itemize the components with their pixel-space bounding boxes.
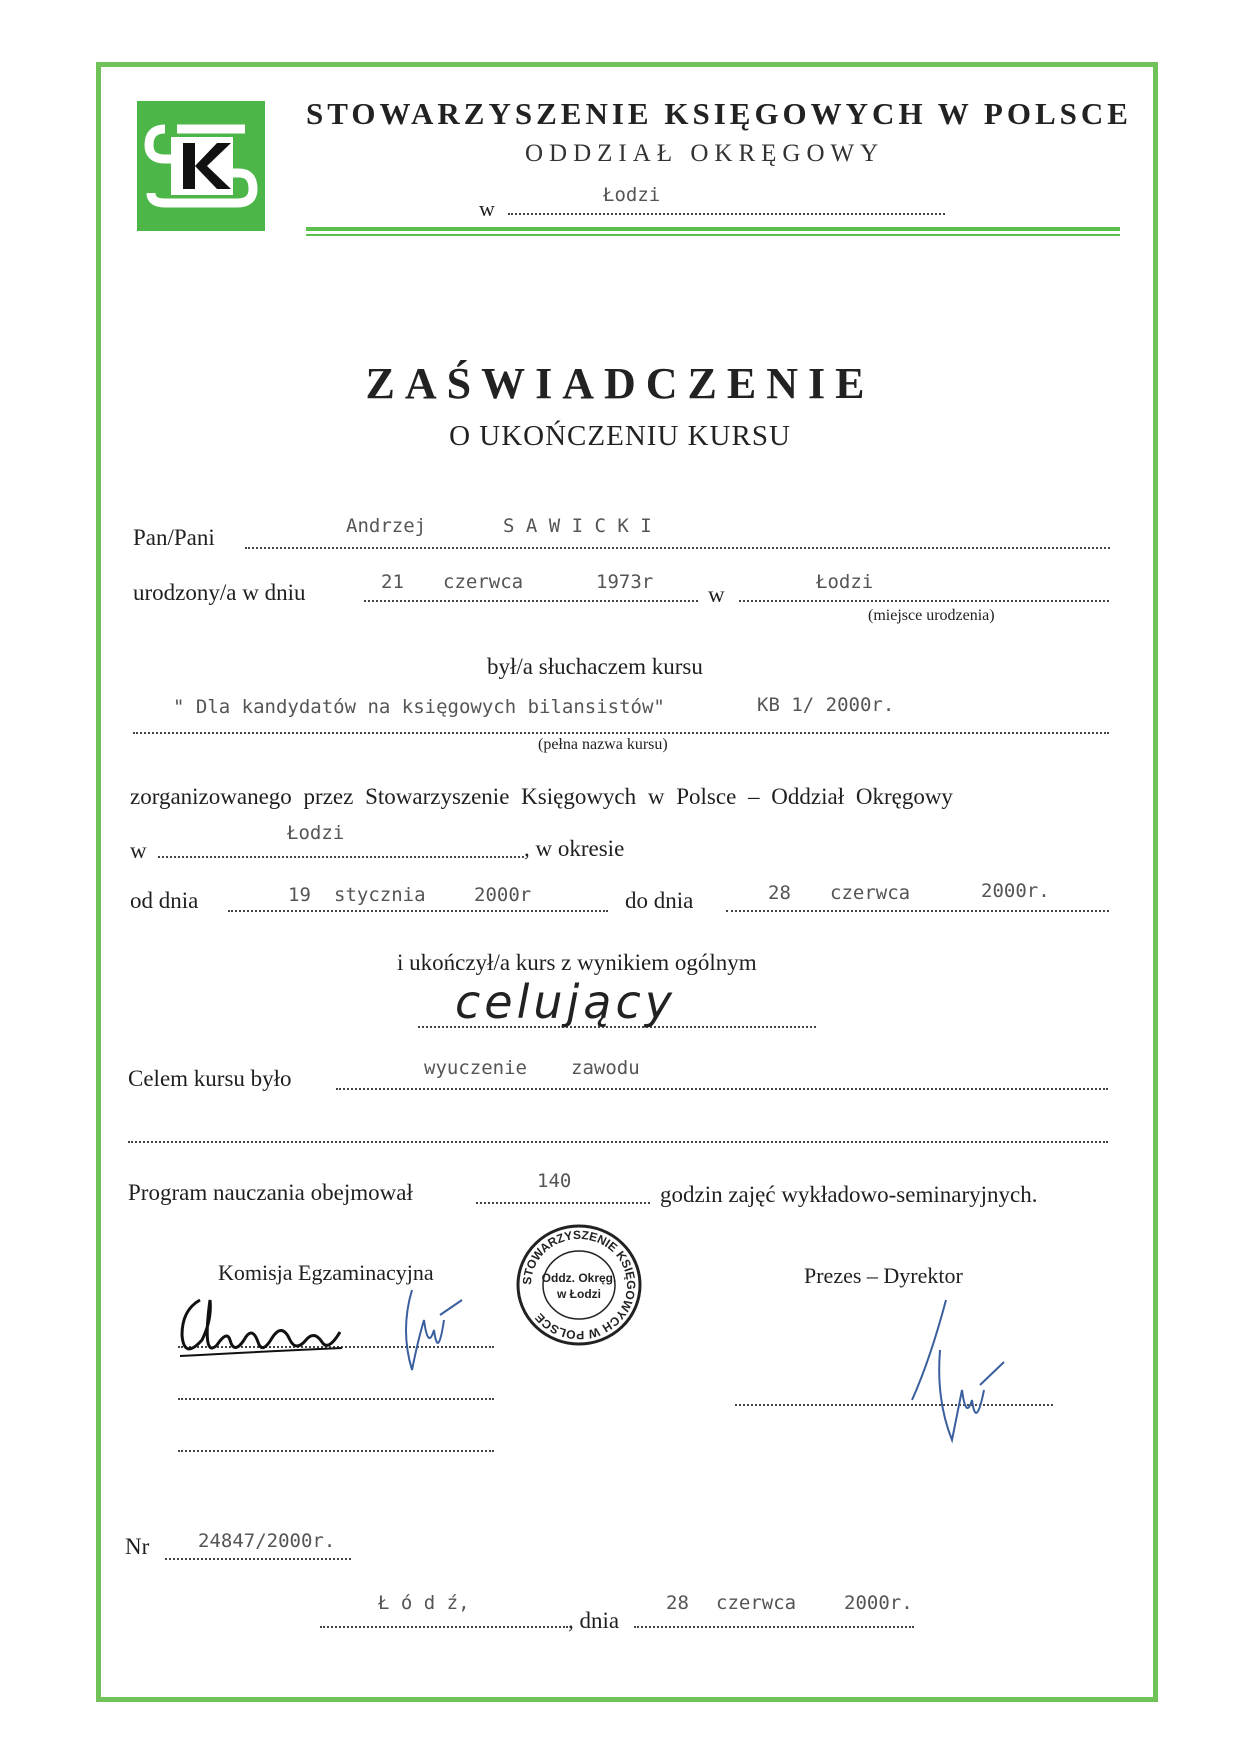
birth-w-label: w bbox=[708, 582, 725, 607]
course-w-label: w bbox=[130, 838, 147, 863]
sk-logo-icon bbox=[137, 101, 265, 231]
program-suffix: godzin zajęć wykładowo-seminaryjnych. bbox=[660, 1182, 1038, 1207]
footer-year: 2000r. bbox=[844, 1592, 913, 1614]
signature-icon-2 bbox=[900, 1290, 1020, 1450]
footer-day: 28 bbox=[666, 1592, 689, 1614]
to-label: do dnia bbox=[625, 888, 694, 913]
birth-year: 1973r bbox=[596, 571, 654, 593]
header-city-line bbox=[508, 213, 945, 215]
stamp-ring-text: STOWARZYSZENIE KSIĘGOWYCH W POLSCE bbox=[519, 1227, 639, 1343]
header-rule-thin bbox=[306, 234, 1120, 236]
goal-word-2: zawodu bbox=[571, 1057, 640, 1079]
program-hours-line bbox=[476, 1202, 650, 1204]
footer-dnia-label: , dnia bbox=[568, 1608, 620, 1633]
from-year: 2000r bbox=[474, 884, 532, 906]
footer-date-line bbox=[634, 1626, 914, 1628]
stamp-center-1: Oddz. Okręg. bbox=[541, 1271, 617, 1285]
organized-by: zorganizowanego przez Stowarzyszenie Księgowych w Polsce – Oddział Okręgowy bbox=[130, 784, 953, 809]
program-hours: 140 bbox=[537, 1170, 572, 1192]
birth-place-caption: (miejsce urodzenia) bbox=[868, 607, 995, 624]
commission-line-2 bbox=[178, 1398, 494, 1400]
course-line bbox=[133, 732, 1109, 734]
from-line bbox=[228, 910, 608, 912]
course-caption: (pełna nazwa kursu) bbox=[538, 736, 668, 753]
to-year: 2000r. bbox=[981, 880, 1050, 902]
to-line bbox=[726, 910, 1109, 912]
course-city-line bbox=[158, 856, 524, 858]
sk-logo bbox=[137, 101, 265, 231]
number-label: Nr bbox=[125, 1534, 150, 1559]
header-city: Łodzi bbox=[603, 184, 661, 206]
course-name: " Dla kandydatów na księgowych bilansistów" bbox=[173, 696, 665, 718]
person-line bbox=[245, 547, 1110, 549]
stamp-center-2: w Łodzi bbox=[557, 1287, 601, 1301]
signature-icon bbox=[172, 1260, 482, 1390]
program-label: Program nauczania obejmował bbox=[128, 1180, 413, 1205]
commission-signature bbox=[172, 1260, 482, 1395]
birth-date-line bbox=[364, 600, 698, 602]
goal-line-2 bbox=[128, 1141, 1108, 1143]
stamp-icon bbox=[514, 1222, 644, 1348]
commission-label: Komisja Egzaminacyjna bbox=[218, 1260, 434, 1285]
birth-place: Łodzi bbox=[816, 571, 874, 593]
footer-city: Ł ó d ź, bbox=[378, 1592, 470, 1614]
course-code: KB 1/ 2000r. bbox=[757, 694, 895, 716]
goal-word-1: wyuczenie bbox=[424, 1057, 527, 1079]
birth-day: 21 bbox=[381, 571, 404, 593]
birth-month: czerwca bbox=[443, 571, 524, 593]
president-label: Prezes – Dyrektor bbox=[804, 1263, 963, 1288]
footer-month: czerwca bbox=[716, 1592, 797, 1614]
header-rule bbox=[306, 227, 1120, 231]
course-intro: był/a słuchaczem kursu bbox=[487, 654, 703, 679]
number-line bbox=[165, 1558, 351, 1560]
president-signature bbox=[900, 1290, 1020, 1455]
goal-line bbox=[336, 1088, 1108, 1090]
result-grade: celujący bbox=[455, 975, 677, 1029]
goal-label: Celem kursu było bbox=[128, 1066, 292, 1091]
from-label: od dnia bbox=[130, 888, 199, 913]
branch-name: ODDZIAŁ OKRĘGOWY bbox=[525, 140, 885, 167]
organization-name: STOWARZYSZENIE KSIĘGOWYCH W POLSCE bbox=[306, 96, 1132, 131]
number-value: 24847/2000r. bbox=[198, 1530, 336, 1552]
course-city: Łodzi bbox=[287, 822, 345, 844]
to-day: 28 bbox=[768, 882, 791, 904]
document-subtitle: O UKOŃCZENIU KURSU bbox=[449, 420, 791, 452]
from-day: 19 bbox=[288, 884, 311, 906]
header-w-label: w bbox=[479, 196, 495, 221]
document-title: ZAŚWIADCZENIE bbox=[365, 359, 875, 408]
result-intro: i ukończył/a kurs z wynikiem ogólnym bbox=[397, 950, 757, 975]
round-stamp bbox=[514, 1222, 644, 1348]
commission-line-3 bbox=[178, 1450, 494, 1452]
from-month: stycznia bbox=[334, 884, 426, 906]
to-month: czerwca bbox=[830, 882, 911, 904]
birth-place-line bbox=[739, 600, 1109, 602]
footer-city-line bbox=[320, 1626, 568, 1628]
birth-label: urodzony/a w dniu bbox=[133, 580, 306, 605]
person-label: Pan/Pani bbox=[133, 525, 215, 550]
last-name: S A W I C K I bbox=[503, 515, 652, 537]
first-name: Andrzej bbox=[346, 515, 427, 537]
period-label: , w okresie bbox=[524, 836, 625, 861]
